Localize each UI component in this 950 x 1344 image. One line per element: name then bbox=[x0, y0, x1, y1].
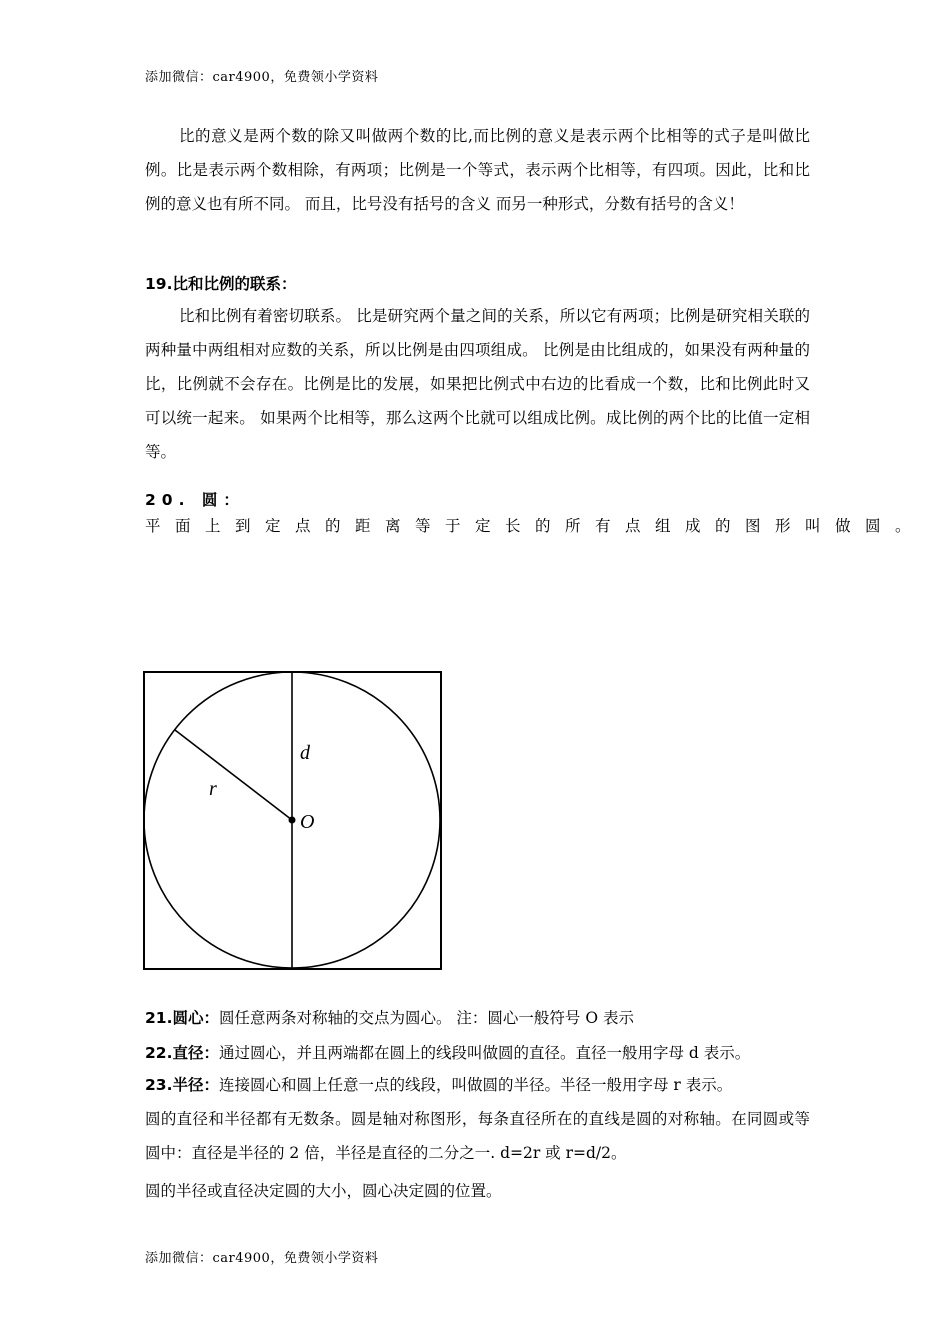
section-22-text: 通过圆心，并且两端都在圆上的线段叫做圆的直径。直径一般用字母 d 表示。 bbox=[218, 1044, 751, 1062]
section-19-heading: 19.比和比例的联系： bbox=[145, 275, 297, 293]
page-footer-note: 添加微信：car4900，免费领小学资料 bbox=[145, 1251, 379, 1266]
section-20-text: 平面上到定点的距离等于定长的所有点组成的图形叫做圆。 bbox=[145, 517, 926, 535]
page-header-note: 添加微信：car4900，免费领小学资料 bbox=[145, 70, 379, 85]
radius-label: r bbox=[209, 778, 217, 800]
size-position-paragraph: 圆的半径或直径决定圆的大小，圆心决定圆的位置。 bbox=[145, 1182, 502, 1200]
section-21-label: 21.圆心： bbox=[145, 1009, 219, 1027]
section-22-label: 22.直径： bbox=[145, 1044, 219, 1062]
section-21-center bbox=[145, 1005, 810, 1031]
center-point bbox=[289, 817, 296, 824]
center-label: O bbox=[300, 811, 315, 833]
diameter-label: d bbox=[300, 742, 310, 764]
circle-diagram bbox=[143, 671, 443, 971]
section-19-body: 比和比例有着密切联系。 比是研究两个量之间的关系，所以它有两项；比例是研究相关联的两种量中两组相对应数的关系，所以比例是由四项组成。 比例是由比组成的，如果没有两种量的比，比例就不会存在。比例是比的发展，如果把比例式中右边的比看成一个数，比和比例此时又可以统一起来。 如果两个比相等，那么这两个比就可以组成比例。成比例的两个比的比值一定相等。 bbox=[145, 307, 810, 461]
section-23-text: 连接圆心和圆上任意一点的线段，叫做圆的半径。半径一般用字母 r 表示。 bbox=[218, 1076, 733, 1094]
section-21-text: 圆任意两条对称轴的交点为圆心。 注：圆心一般符号 O 表示 bbox=[218, 1009, 634, 1027]
section-22-diameter bbox=[145, 1040, 810, 1066]
section-20-circle-definition bbox=[145, 487, 926, 539]
section-23-radius bbox=[145, 1072, 810, 1098]
ratio-meaning-paragraph: 比的意义是两个数的除又叫做两个数的比,而比例的意义是表示两个比相等的式子是叫做比例。比是表示两个数相除，有两项；比例是一个等式，表示两个比相等，有四项。因此，比和比例的意义也有所不同。 而且，比号没有括号的含义 而另一种形式，分数有括号的含义！ bbox=[145, 127, 810, 213]
section-20-label: 20. 圆： bbox=[145, 491, 245, 509]
section-23-label: 23.半径： bbox=[145, 1076, 219, 1094]
diameter-radius-paragraph: 圆的直径和半径都有无数条。圆是轴对称图形，每条直径所在的直线是圆的对称轴。在同圆或等圆中：直径是半径的 2 倍，半径是直径的二分之一. d=2r 或 r=d/2。 bbox=[145, 1110, 810, 1162]
